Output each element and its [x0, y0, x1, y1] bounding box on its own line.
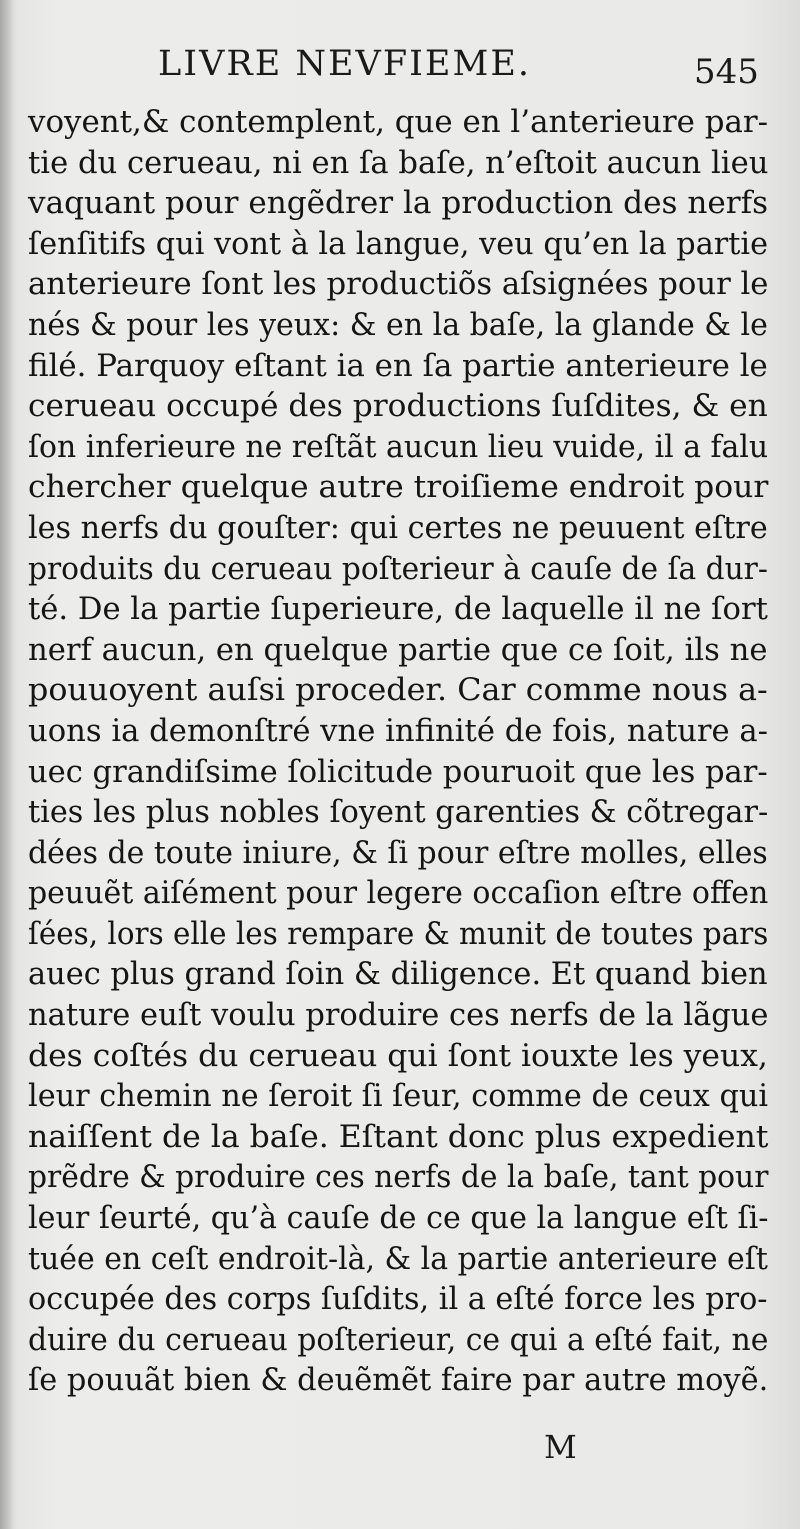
text-line: chercher quelque autre troiſieme endroit pour	[28, 470, 769, 506]
text-line: ſées, lors elle les rempare & munit de toutes pars	[28, 916, 769, 952]
running-title: LIVRE NEVFIEME.	[158, 44, 531, 84]
text-line: auec plus grand ſoin & diligence. Et quand bien	[28, 957, 768, 993]
gutter-shadow	[0, 0, 14, 1529]
text-line: uons ia demonſtré vne infinité de fois, nature a-	[28, 713, 769, 749]
text-line: nerf aucun, en quelque partie que ce ſoit, ils ne	[28, 632, 768, 668]
text-line: leur ſeurté, qu’à cauſe de ce que la langue eſt ſi-	[28, 1201, 769, 1237]
text-line: leur chemin ne ſeroit ſi ſeur, comme de ceux qui	[28, 1079, 769, 1115]
text-line: ſon inferieure ne reſtãt aucun lieu vuide, il a falu	[28, 429, 769, 465]
text-line: occupée des corps ſuſdits, il a eſté force les pro-	[28, 1282, 768, 1318]
text-line: produits du cerueau poſterieur à cauſe de ſa dur-	[28, 551, 768, 587]
text-line: dées de toute iniure, & ſi pour eſtre molles, elles	[28, 835, 768, 871]
text-line: ſe pouuãt bien & deuẽmẽt faire par autre moyẽ.	[28, 1363, 769, 1399]
text-line: filé. Parquoy eſtant ia en ſa partie anterieure le	[28, 348, 768, 384]
text-line: prẽdre & produire ces nerfs de la baſe, tant pour	[28, 1160, 769, 1196]
text-line: ſenſitifs qui vont à la langue, veu qu’en la partie	[28, 226, 769, 262]
text-line: voyent,& contemplent, que en l’anterieure par-	[28, 105, 769, 140]
page-header	[0, 40, 800, 100]
text-line: des coſtés du cerueau qui ſont iouxte les yeux,	[28, 1038, 768, 1074]
text-line: tuée en ceſt endroit-là, & la partie anterieure eſt	[28, 1241, 768, 1277]
text-line: vaquant pour engẽdrer la production des nerfs	[28, 186, 769, 222]
signature-mark: M	[544, 1428, 577, 1466]
text-line: nature euſt voulu produire ces nerfs de la lãgue	[28, 998, 769, 1034]
page-number: 545	[694, 52, 759, 92]
text-line: pouuoyent auſsi proceder. Car comme nous a-	[28, 673, 768, 709]
text-line: té. De la partie ſuperieure, de laquelle il ne ſort	[28, 592, 768, 628]
text-line: naiſſent de la baſe. Eſtant donc plus expedient	[28, 1119, 769, 1155]
body-text	[28, 103, 768, 1402]
text-line: tie du cerueau, ni en ſa baſe, n’eſtoit aucun lieu	[28, 145, 769, 181]
text-line: uec grandiſsime ſolicitude pouruoit que les par-	[28, 754, 768, 790]
text-line: les nerfs du gouſter: qui certes ne peuuent eſtre	[28, 510, 768, 546]
text-line: cerueau occupé des productions ſuſdites, & en	[28, 389, 768, 425]
text-line: peuuẽt aiſément pour legere occaſion eſtre offen	[28, 876, 769, 912]
text-line: duire du cerueau poſterieur, ce qui a eſté fait, ne	[28, 1322, 769, 1358]
text-line: nés & pour les yeux: & en la baſe, la glande & le	[28, 307, 768, 343]
text-line: ties les plus nobles ſoyent garenties & cõtregar-	[28, 795, 769, 831]
text-line: anterieure ſont les productiõs aſsignées pour le	[28, 267, 769, 303]
